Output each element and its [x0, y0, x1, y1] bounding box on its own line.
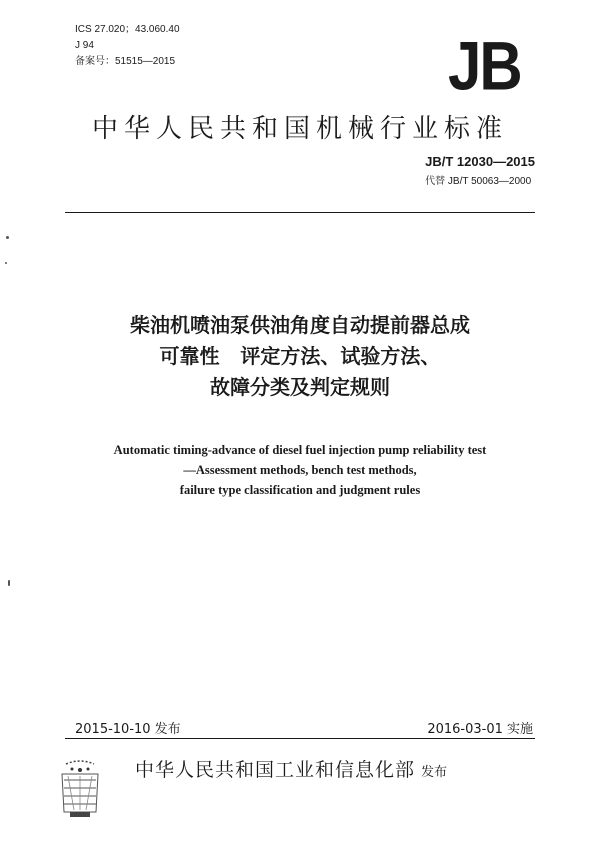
- publisher-suffix: 发布: [421, 765, 448, 780]
- standard-number: JB/T 12030—2015: [425, 154, 535, 169]
- chinese-title: [0, 310, 600, 403]
- bottom-divider: [65, 738, 535, 739]
- publisher-name: 中华人民共和国工业和信息化部: [135, 759, 416, 781]
- english-title-line: —Assessment methods, bench test methods,: [183, 463, 417, 477]
- scan-speck: [6, 236, 9, 239]
- ics-code: ICS 27.020；43.060.40: [75, 24, 180, 35]
- publisher: [135, 755, 447, 782]
- chinese-title-line: 故障分类及判定规则: [210, 375, 390, 399]
- ministry-seal-icon: [58, 760, 102, 820]
- document-metadata: [75, 22, 180, 70]
- scan-speck: [5, 262, 7, 264]
- english-title-line: Automatic timing-advance of diesel fuel injection pump reliability test: [113, 443, 487, 457]
- english-title-line: failure type classification and judgment rules: [179, 483, 421, 497]
- implementation-date: 2016-03-01 实施: [427, 722, 533, 737]
- replaces-standard: 代替 JB/T 50063—2000: [425, 176, 532, 187]
- jb-logo: JB: [448, 27, 521, 105]
- top-divider: [65, 212, 535, 213]
- scan-speck: [8, 580, 10, 586]
- chinese-title-line: 可靠性 评定方法、试验方法、: [159, 344, 441, 368]
- ccs-code: J 94: [75, 40, 94, 51]
- english-title: [0, 440, 600, 500]
- chinese-title-line: 柴油机喷油泵供油角度自动提前器总成: [130, 313, 470, 337]
- issue-date: 2015-10-10 发布: [75, 722, 181, 737]
- header-title: 中华人民共和国机械行业标准: [91, 114, 508, 144]
- filing-number: 备案号：51515—2015: [75, 56, 176, 67]
- standard-number-block: [425, 154, 535, 187]
